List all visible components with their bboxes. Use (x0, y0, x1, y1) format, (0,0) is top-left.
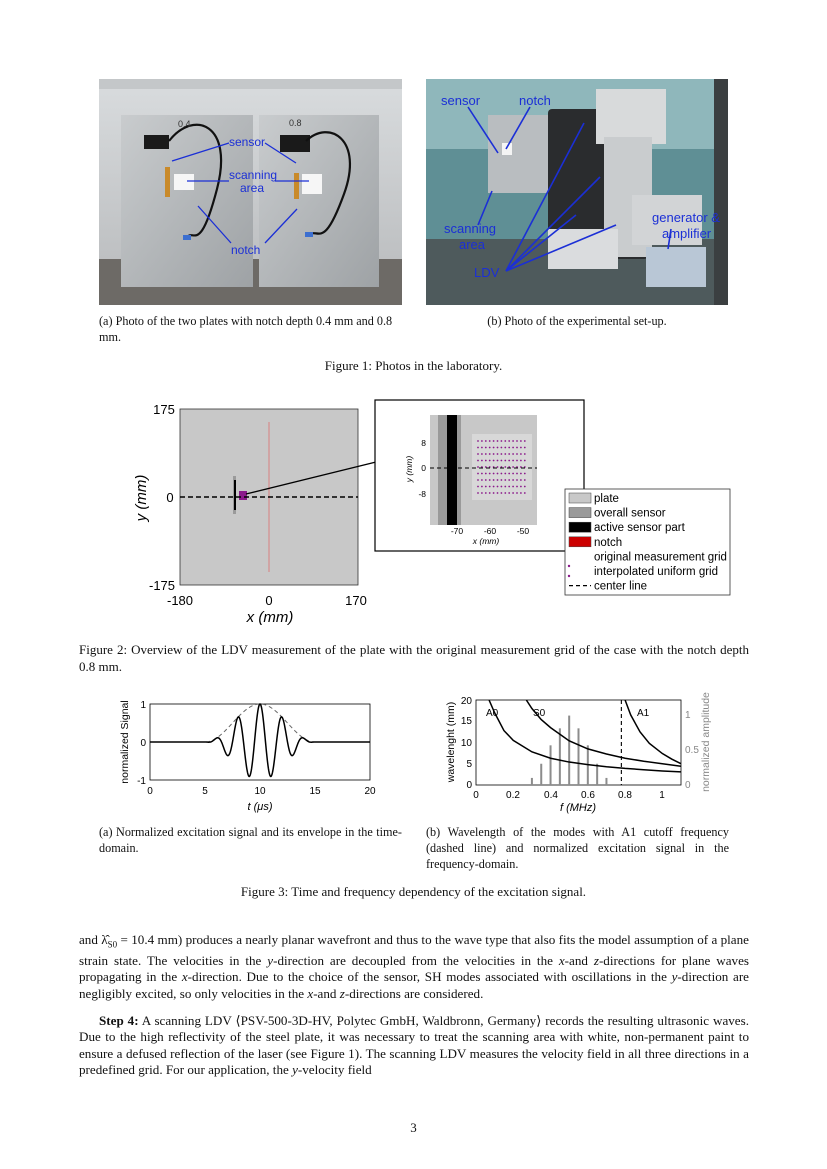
legend-label: center line (594, 580, 648, 593)
grid-point (520, 447, 522, 449)
grid-point (501, 486, 503, 488)
grid-point (524, 447, 526, 449)
envelope-line (150, 704, 370, 742)
grid-point (501, 479, 503, 481)
spectrum-bar (531, 778, 533, 785)
grid-point (501, 473, 503, 475)
wl-y-tick-20: 20 (460, 696, 472, 707)
grid-point (501, 447, 503, 449)
time-x-tick-5: 5 (202, 786, 208, 797)
legend-swatch (569, 493, 591, 503)
wl-y-tick-5: 5 (466, 759, 472, 770)
photo-two-plates (99, 79, 402, 305)
grid-point (516, 447, 518, 449)
grid-point (489, 486, 491, 488)
wl-x-label: f (MHz) (559, 802, 597, 814)
x-tick-neg180: -180 (166, 593, 194, 608)
grid-point (512, 466, 514, 468)
caption-fig1a: (a) Photo of the two plates with notch depth 0.4 mm and 0.8 mm. (99, 314, 393, 344)
time-y-tick-neg1: -1 (137, 776, 146, 787)
grid-point (485, 492, 487, 494)
wl-y-tick-0: 0 (466, 780, 472, 791)
wl-y-tick-15: 15 (460, 716, 472, 727)
grid-point (493, 460, 495, 462)
legend-swatch (569, 522, 591, 532)
wl-y-tick-10: 10 (460, 738, 472, 749)
label-scanning-a: scanning (229, 168, 278, 182)
grid-point (504, 440, 506, 442)
grid-point (501, 453, 503, 455)
time-x-label: t (μs) (247, 801, 273, 813)
a1-mode-line (625, 700, 681, 764)
wl-x-tick-04: 0.4 (544, 790, 558, 801)
caption-fig1: Figure 1: Photos in the laboratory. (324, 358, 503, 373)
wl-y-label: wavelenght (mm) (445, 701, 457, 783)
plate-tag-right: 0.8 (289, 118, 302, 128)
grid-point (481, 473, 483, 475)
inset-x-tick-neg60: -60 (483, 526, 497, 536)
legend-label: overall sensor (594, 507, 666, 520)
grid-point (493, 473, 495, 475)
time-y-tick-0: 0 (140, 738, 146, 749)
spectrum-bar (596, 764, 598, 785)
spectrum-bar (568, 716, 570, 785)
grid-point (493, 479, 495, 481)
grid-point (497, 440, 499, 442)
legend-label: interpolated uniform grid (594, 566, 719, 578)
grid-point (504, 486, 506, 488)
spectrum-bar (559, 728, 561, 785)
grid-point (489, 479, 491, 481)
grid-point (497, 492, 499, 494)
grid-point (489, 447, 491, 449)
body-paragraph-1: and $\lambdâ_{S0} = 10.4$ mm) produces a nearly planar wavefront and thus to the wave type that also fits the model assumption of a plane strain state. The velocities in the y-direction are decoupled from the velocities in the x-and z-directions for plane waves propagating in the x-direction. Due to the choice of the sensor, SH modes associated with oscillations in the y-direction are negligibly excited, so only velocities in the x-and z-directions are considered. (79, 932, 749, 1001)
x-axis-label: x (mm) (246, 609, 294, 626)
grid-point (485, 460, 487, 462)
legend-swatch (568, 565, 570, 567)
grid-point (477, 460, 479, 462)
legend-swatch (568, 575, 570, 577)
grid-point (508, 460, 510, 462)
right-plate (259, 115, 379, 287)
grid-point (524, 486, 526, 488)
grid-point (481, 453, 483, 455)
grid-point (501, 440, 503, 442)
grid-point (489, 492, 491, 494)
grid-point (497, 447, 499, 449)
inset-y-tick-neg8: -8 (418, 489, 426, 499)
legend-swatch (569, 537, 591, 547)
time-x-tick-20: 20 (364, 786, 376, 797)
grid-point (481, 447, 483, 449)
grid-point (504, 473, 506, 475)
grid-point (516, 492, 518, 494)
chart-time-signal (100, 692, 390, 820)
grid-point (481, 460, 483, 462)
y-tick-neg175: -175 (148, 578, 176, 593)
grid-point (520, 453, 522, 455)
grid-point (520, 473, 522, 475)
legend-label: active sensor part (594, 522, 685, 535)
plate-tag-left: 0.4 (178, 119, 191, 129)
grid-point (485, 453, 487, 455)
wl-y2-tick-1: 1 (685, 710, 691, 721)
grid-point (493, 440, 495, 442)
grid-point (508, 492, 510, 494)
grid-point (512, 453, 514, 455)
wl-x-tick-1: 1 (659, 790, 665, 801)
y-axis-label: y (mm) (133, 474, 150, 522)
step-label: Step 4: (99, 1013, 139, 1028)
grid-point (477, 473, 479, 475)
grid-point (508, 453, 510, 455)
grid-point (489, 453, 491, 455)
inset-x-label: x (mm) (472, 536, 500, 546)
time-y-tick-1: 1 (140, 700, 146, 711)
grid-point (508, 486, 510, 488)
inset-x-tick-neg50: -50 (516, 526, 530, 536)
legend-label: plate (594, 493, 619, 505)
grid-point (485, 440, 487, 442)
grid-point (497, 453, 499, 455)
grid-point (481, 479, 483, 481)
grid-point (520, 440, 522, 442)
grid-point (516, 460, 518, 462)
grid-point (497, 473, 499, 475)
wl-x-tick-06: 0.6 (581, 790, 595, 801)
caption-fig3: Figure 3: Time and frequency dependency of the excitation signal. (240, 884, 587, 899)
active-sensor (234, 480, 236, 510)
wl-y2-tick-0: 0 (685, 780, 691, 791)
grid-point (508, 479, 510, 481)
grid-point (477, 466, 479, 468)
grid-point (512, 492, 514, 494)
grid-point (497, 486, 499, 488)
label-sensor-b: sensor (441, 93, 481, 108)
label-scanning-b: scanning (444, 221, 497, 236)
legend-label: original measurement grid (594, 551, 727, 564)
time-x-tick-0: 0 (147, 786, 153, 797)
label-sensor-a: sensor (229, 135, 266, 149)
grid-point (516, 473, 518, 475)
caption-fig2: Figure 2: Overview of the LDV measurement of the plate with the original measurement grid of the case with the notch depth 0.8 mm. (79, 642, 749, 674)
grid-point (489, 440, 491, 442)
grid-point (497, 460, 499, 462)
grid-point (485, 447, 487, 449)
label-amplifier-b: amplifier (662, 226, 712, 241)
spectrum-bar (550, 745, 552, 785)
figure2-plot (0, 390, 827, 630)
caption-fig3b: (b) Wavelength of the modes with A1 cutoff frequency (dashed line) and normalized excitation signal in the frequency-domain. (426, 825, 729, 871)
inset-active-sensor (447, 415, 457, 525)
legend-swatch (569, 508, 591, 518)
inset-x-tick-neg70: -70 (450, 526, 464, 536)
grid-point (512, 486, 514, 488)
inset-y-label: y (mm) (404, 455, 414, 483)
grid-point (524, 492, 526, 494)
grid-point (485, 473, 487, 475)
signal-line (150, 704, 370, 776)
caption-fig3a: (a) Normalized excitation signal and its envelope in the time-domain. (99, 825, 402, 855)
grid-point (512, 473, 514, 475)
chart-wavelength (426, 692, 746, 820)
scan-area-marker (239, 491, 247, 500)
grid-point (504, 453, 506, 455)
grid-point (524, 460, 526, 462)
grid-point (504, 479, 506, 481)
y-tick-175: 175 (153, 402, 175, 417)
time-x-tick-15: 15 (309, 786, 321, 797)
grid-point (477, 453, 479, 455)
legend-label: notch (594, 536, 623, 549)
grid-point (524, 453, 526, 455)
grid-point (516, 440, 518, 442)
grid-point (508, 473, 510, 475)
grid-point (493, 486, 495, 488)
grid-point (477, 479, 479, 481)
grid-point (477, 440, 479, 442)
x-tick-0: 0 (265, 593, 273, 608)
grid-point (485, 486, 487, 488)
label-notch-a: notch (231, 243, 261, 257)
spectrum-bar (605, 778, 607, 785)
label-generator-b: generator & (652, 210, 720, 225)
grid-point (481, 492, 483, 494)
grid-point (524, 479, 526, 481)
time-x-tick-10: 10 (254, 786, 266, 797)
grid-point (508, 440, 510, 442)
label-notch-b: notch (519, 93, 551, 108)
label-area-b: area (459, 237, 486, 252)
grid-point (504, 460, 506, 462)
grid-point (520, 479, 522, 481)
grid-point (501, 492, 503, 494)
mode-label-s0: S0 (533, 708, 546, 719)
grid-point (489, 473, 491, 475)
s0-mode-line (526, 700, 681, 766)
grid-point (512, 479, 514, 481)
wl-y2-tick-05: 0.5 (685, 745, 699, 756)
caption-fig1b: (b) Photo of the experimental set-up. (487, 314, 667, 328)
grid-point (512, 440, 514, 442)
time-y-label: normalized Signal (119, 700, 131, 784)
grid-point (493, 447, 495, 449)
spectrum-bars (531, 716, 608, 785)
grid-point (516, 479, 518, 481)
grid-point (504, 447, 506, 449)
page-number: 3 (410, 1120, 417, 1135)
wl-x-tick-08: 0.8 (618, 790, 632, 801)
grid-point (493, 492, 495, 494)
grid-point (501, 460, 503, 462)
wl-x-tick-0: 0 (473, 790, 479, 801)
x-tick-170: 170 (345, 593, 367, 608)
grid-point (504, 466, 506, 468)
wl-x-tick-02: 0.2 (506, 790, 520, 801)
grid-point (493, 453, 495, 455)
grid-point (520, 486, 522, 488)
spectrum-bar (578, 728, 580, 785)
wl-y2-label: normalized amplitude (700, 692, 712, 792)
mode-label-a0: A0 (486, 708, 499, 719)
grid-point (481, 486, 483, 488)
a0-mode-line (489, 700, 681, 772)
grid-point (516, 486, 518, 488)
mode-label-a1: A1 (637, 708, 650, 719)
grid-point (497, 479, 499, 481)
label-ldv-b: LDV (474, 265, 500, 280)
grid-point (477, 492, 479, 494)
grid-point (489, 460, 491, 462)
y-tick-0: 0 (166, 490, 174, 505)
inset-y-tick-8: 8 (421, 438, 426, 448)
grid-point (504, 492, 506, 494)
grid-point (477, 486, 479, 488)
grid-point (481, 440, 483, 442)
grid-point (508, 447, 510, 449)
spectrum-bar (540, 764, 542, 785)
photo-experimental-setup (426, 79, 728, 305)
grid-point (524, 473, 526, 475)
grid-point (516, 453, 518, 455)
grid-point (520, 492, 522, 494)
grid-point (524, 440, 526, 442)
grid-point (512, 460, 514, 462)
grid-point (477, 447, 479, 449)
grid-point (520, 460, 522, 462)
label-area-a: area (240, 181, 265, 195)
inset-y-tick-0: 0 (421, 463, 426, 473)
grid-point (485, 479, 487, 481)
grid-point (512, 447, 514, 449)
body-paragraph-2: Step 4: A scanning LDV ⟨PSV-500-3D-HV, Polytec GmbH, Waldbronn, Germany⟩ records the resulting ultrasonic waves. Due to the high reflectivity of the steel plate, it was necessary to treat the scanning area with white, non-permanent paint to ensure a defused reflection of the laser (see Figure 1). The scanning LDV measures the velocity field in all three directions in a predefined grid. For our application, the y-velocity field (79, 1013, 749, 1078)
